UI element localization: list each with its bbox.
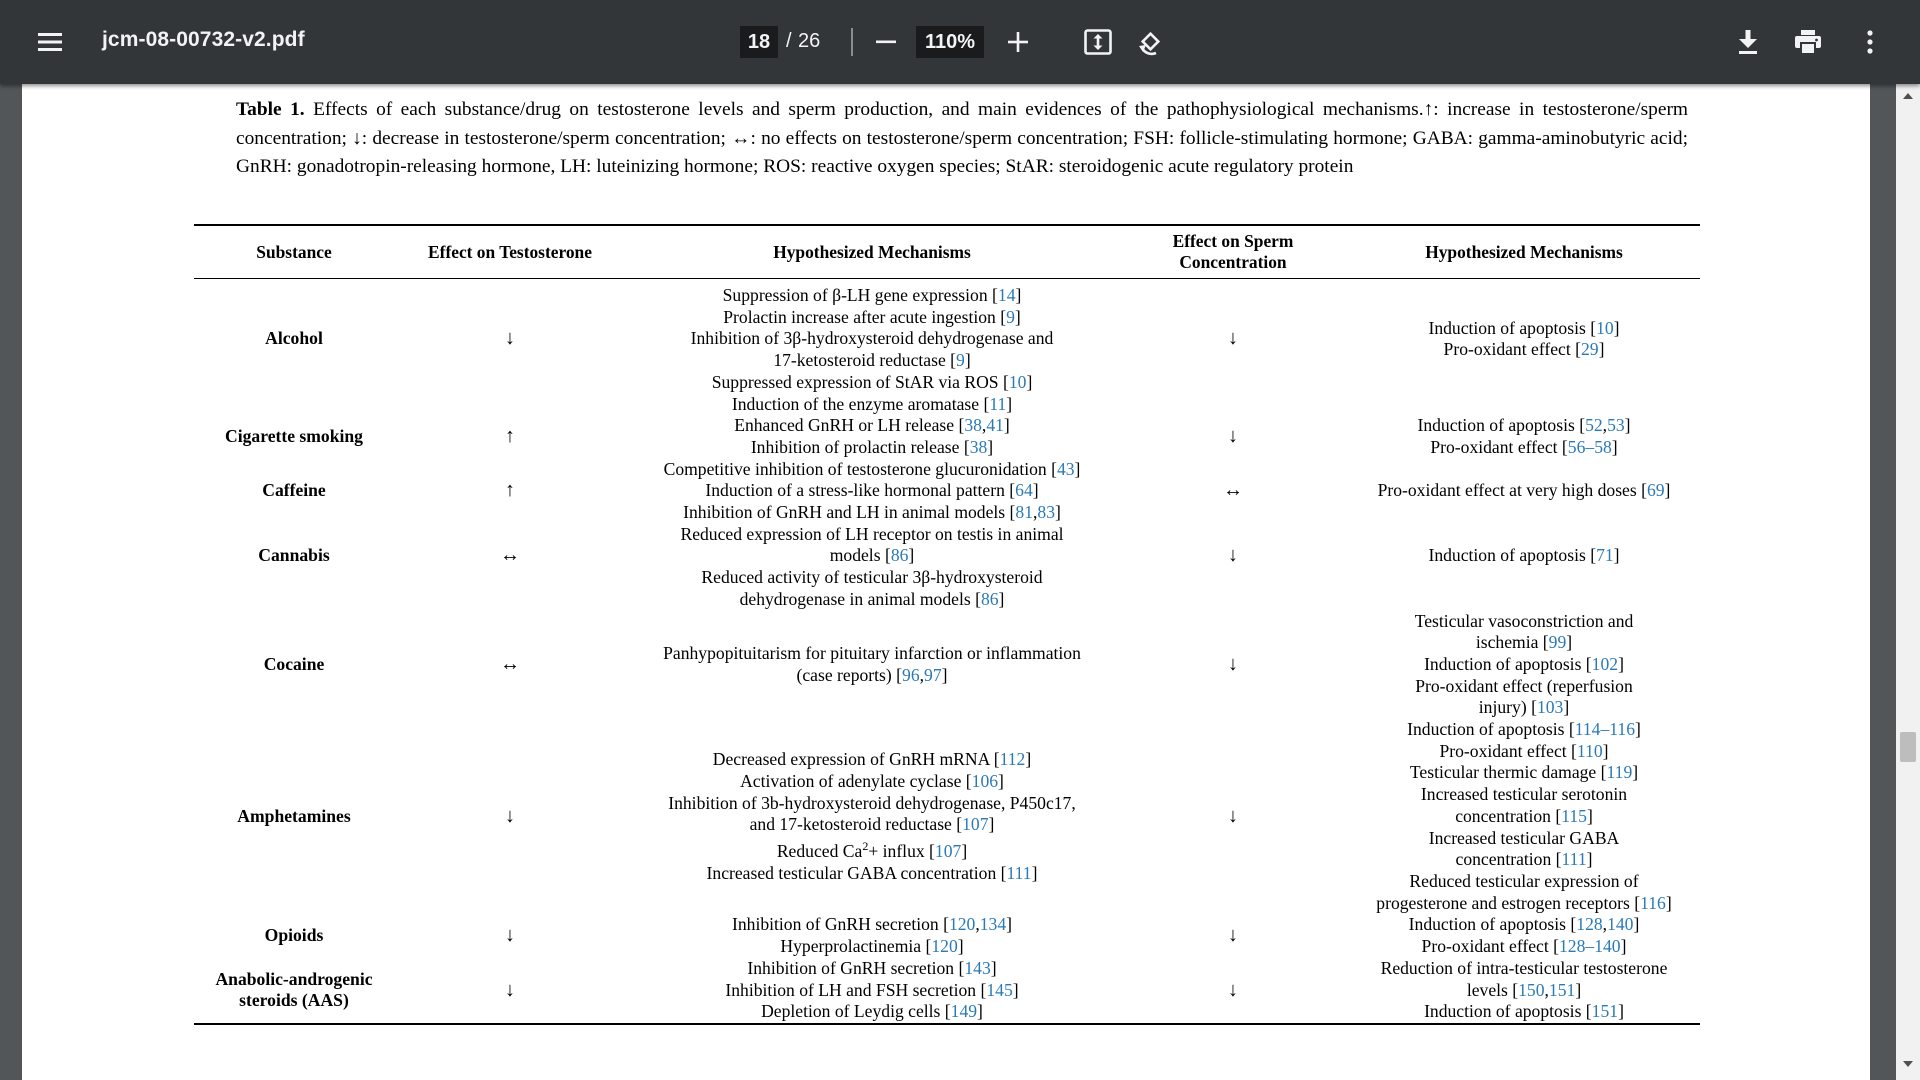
mechanism-text: injury) [ <box>1478 697 1537 718</box>
substance-cell: Amphetamines <box>237 805 351 826</box>
mechanism-text: ] <box>988 814 995 835</box>
mechanism-text: Depletion of Leydig cells [ <box>761 1001 951 1022</box>
mechanism-text: ] <box>1613 545 1620 566</box>
reference-link[interactable]: 43 <box>1056 458 1075 479</box>
mechanism-line <box>626 285 1118 307</box>
mechanism-line <box>626 665 1118 687</box>
reference-link[interactable]: 145 <box>986 979 1013 1000</box>
mechanism-text: Increased testicular serotonin <box>1420 784 1628 805</box>
rotate-button[interactable] <box>1130 22 1170 62</box>
mechanism-line <box>626 836 1118 863</box>
toolbar-divider <box>851 28 853 56</box>
testosterone-effect-cell: ↑ <box>505 425 515 448</box>
mechanism-line <box>626 394 1118 416</box>
table-row <box>194 958 1700 1024</box>
more-options-button[interactable] <box>1850 22 1890 62</box>
mechanism-text: ] <box>1563 697 1570 718</box>
zoom-out-button[interactable] <box>866 22 906 62</box>
zoom-level[interactable]: 110% <box>916 26 984 58</box>
mechanism-text: ] <box>1618 653 1624 674</box>
mechanism-text: Enhanced GnRH or LH release [ <box>734 415 965 436</box>
mechanism-text: Hyperprolactinemia [ <box>780 936 932 957</box>
sperm-mechanisms-cell <box>1348 279 1700 394</box>
mechanism-text: Suppressed expression of StAR via ROS [ <box>711 371 1009 392</box>
vertical-scrollbar[interactable] <box>1896 84 1920 1080</box>
reference-link[interactable]: 128 <box>1576 914 1603 935</box>
substance-cell: Cannabis <box>258 545 330 566</box>
mechanism-line <box>626 793 1118 815</box>
reference-link[interactable]: 86 <box>980 588 999 609</box>
testosterone-effect-cell: ↑ <box>505 479 515 502</box>
plus-icon <box>1008 32 1028 52</box>
reference-link[interactable]: 9 <box>956 350 965 371</box>
reference-link[interactable]: 103 <box>1536 697 1564 718</box>
mechanism-text: ] <box>1620 936 1627 957</box>
mechanism-line <box>1348 741 1700 763</box>
mechanism-text: , <box>981 415 987 436</box>
mechanism-text: ] <box>1624 415 1631 436</box>
mechanism-line <box>626 437 1118 459</box>
sperm-effect-cell: ↓ <box>1228 804 1238 827</box>
mechanism-line <box>626 524 1118 546</box>
mechanism-text: Pro-oxidant effect [ <box>1443 339 1581 360</box>
mechanism-line <box>1348 871 1700 893</box>
mechanism-text: Induction of apoptosis [ <box>1424 1001 1592 1022</box>
rotate-icon <box>1136 28 1164 56</box>
mechanism-text: Inhibition of 3β-hydroxysteroid dehydrogenase and <box>690 328 1054 349</box>
reference-link[interactable]: 53 <box>1607 415 1625 436</box>
mechanism-text: ] <box>1613 317 1620 338</box>
mechanism-line <box>1348 980 1700 1002</box>
mechanism-line <box>626 307 1118 329</box>
header-substance: Substance <box>256 241 332 262</box>
pdf-page <box>22 84 1870 1080</box>
mechanism-text: , <box>1602 415 1608 436</box>
mechanism-line <box>626 958 1118 980</box>
mechanism-text: ] <box>1575 979 1582 1000</box>
mechanism-text: ] <box>1665 892 1672 913</box>
mechanism-text: , <box>975 914 980 935</box>
mechanism-line <box>1348 339 1700 361</box>
mechanism-line <box>1348 318 1700 340</box>
reference-link[interactable]: 116 <box>1640 892 1666 913</box>
mechanism-text: Reduced expression of LH receptor on testis in animal <box>680 523 1064 544</box>
mechanism-line <box>626 350 1118 372</box>
mechanism-text: Increased testicular GABA <box>1428 827 1620 848</box>
mechanism-text: ] <box>998 770 1004 791</box>
mechanism-line <box>1348 762 1700 784</box>
mechanism-text: ] <box>977 1001 983 1022</box>
testosterone-effect-cell: ↔ <box>500 544 520 567</box>
reference-link[interactable]: 110 <box>1576 740 1603 761</box>
mechanism-line <box>1348 632 1700 654</box>
mechanism-text: Panhypopituitarism for pituitary infarction or inflammation <box>663 643 1081 664</box>
mechanism-text: Reduced Ca <box>776 840 863 861</box>
reference-link[interactable]: 99 <box>1548 632 1567 653</box>
mechanism-line <box>1348 697 1700 719</box>
testosterone-mechanisms-cell <box>626 611 1118 720</box>
mechanism-line <box>1348 958 1700 980</box>
mechanism-text: ] <box>908 545 915 566</box>
mechanism-line <box>626 980 1118 1002</box>
mechanism-text: Decreased expression of GnRH mRNA [ <box>712 749 1000 770</box>
testosterone-mechanisms-cell <box>626 480 1118 502</box>
mechanism-text: 17-ketosteroid reductase [ <box>773 350 957 371</box>
mechanism-line <box>626 415 1118 437</box>
substance-line: steroids (AAS) <box>239 990 349 1011</box>
mechanism-text: ] <box>1635 719 1641 740</box>
caption-label: Table 1. <box>236 99 305 120</box>
table-header-row <box>194 225 1700 279</box>
mechanism-text: ] <box>957 936 964 957</box>
mechanism-line <box>1348 893 1700 915</box>
mechanism-text: Pro-oxidant effect (reperfusion <box>1415 675 1633 696</box>
menu-icon[interactable] <box>30 22 70 62</box>
mechanism-text: Reduced activity of testicular 3β-hydroxysteroid <box>701 567 1043 588</box>
header-effect-sperm: Effect on Sperm Concentration <box>1172 231 1294 272</box>
mechanism-text: Reduction of intra-testicular testosterone <box>1380 957 1668 978</box>
mechanism-text: Induction of apoptosis [ <box>1408 914 1577 935</box>
reference-link[interactable]: 151 <box>1548 979 1576 1000</box>
mechanism-text: models [ <box>829 545 891 566</box>
zoom-in-button[interactable] <box>998 22 1038 62</box>
download-icon <box>1738 30 1758 54</box>
mechanism-text: Inhibition of GnRH secretion [ <box>747 957 965 978</box>
reference-link[interactable]: 114–116 <box>1574 719 1636 740</box>
mechanism-line <box>626 936 1118 958</box>
mechanism-text: ] <box>1602 740 1609 761</box>
mechanism-line <box>1348 719 1700 741</box>
reference-link[interactable]: 134 <box>979 914 1007 935</box>
superscript: 2 <box>862 839 869 853</box>
mechanism-text: concentration [ <box>1455 849 1562 870</box>
substance-line: Anabolic-androgenic <box>215 968 373 989</box>
mechanism-line <box>1348 480 1700 502</box>
sperm-effect-cell: ↓ <box>1228 327 1238 350</box>
reference-link[interactable]: 150 <box>1518 979 1545 1000</box>
mechanism-text: ] <box>1632 762 1639 783</box>
scroll-up-icon[interactable] <box>1902 92 1914 100</box>
mechanism-text: ] <box>1015 285 1022 305</box>
mechanism-text: Increased testicular GABA concentration [ <box>706 862 1007 883</box>
page-separator: / <box>786 30 792 52</box>
sperm-mechanisms-cell <box>1348 719 1700 914</box>
mechanism-text: Induction of a stress-like hormonal pattern [ <box>705 480 1016 501</box>
mechanism-text: ] <box>941 664 948 685</box>
mechanism-text: levels [ <box>1466 979 1519 1000</box>
mechanism-text: , <box>1602 914 1608 935</box>
mechanism-line <box>626 1001 1118 1023</box>
mechanism-line <box>626 914 1118 936</box>
reference-link[interactable]: 102 <box>1591 653 1619 674</box>
reference-link[interactable]: 115 <box>1561 805 1587 826</box>
testosterone-effect-cell: ↓ <box>505 924 515 947</box>
mechanism-line <box>626 771 1118 793</box>
mechanism-line <box>1348 784 1700 806</box>
more-vert-icon <box>1867 30 1873 54</box>
header-sperm-mechanisms: Hypothesized Mechanisms <box>1425 241 1623 262</box>
substance-cell <box>194 958 394 1024</box>
mechanism-text: Inhibition of 3b-hydroxysteroid dehydrogenase, P450c17, <box>668 792 1076 813</box>
mechanism-text: ] <box>1566 632 1573 653</box>
mechanism-text: ] <box>1014 306 1021 327</box>
sperm-effect-cell: ↓ <box>1228 544 1238 567</box>
mechanism-text: concentration [ <box>1455 805 1562 826</box>
mechanism-text: ] <box>1586 849 1593 870</box>
mechanism-line <box>626 328 1118 350</box>
mechanism-line <box>1348 849 1700 871</box>
substance-cell: Alcohol <box>265 328 323 349</box>
reference-link[interactable]: 11 <box>989 393 1007 414</box>
header-testosterone-mechanisms: Hypothesized Mechanisms <box>773 241 971 262</box>
mechanism-text: Activation of adenylate cyclase [ <box>740 770 972 791</box>
testosterone-mechanisms-cell <box>626 394 1118 481</box>
mechanism-line <box>1348 1001 1700 1023</box>
reference-link[interactable]: 97 <box>924 664 942 685</box>
mechanism-text: Inhibition of GnRH secretion [ <box>732 914 949 935</box>
testosterone-effect-cell: ↓ <box>505 327 515 350</box>
reference-link[interactable]: 69 <box>1646 480 1665 501</box>
mechanism-text: ] <box>1074 458 1081 479</box>
mechanism-text: ] <box>961 840 968 861</box>
sperm-effect-cell: ↓ <box>1228 652 1238 675</box>
mechanism-text: Induction of apoptosis [ <box>1428 317 1597 338</box>
table-container <box>194 224 1700 1025</box>
mechanism-text: ] <box>1006 393 1013 414</box>
mechanism-text: Inhibition of LH and FSH secretion [ <box>725 979 987 1000</box>
mechanism-text: Suppression of β-LH gene expression [ <box>722 285 998 305</box>
minus-icon <box>876 40 896 44</box>
mechanism-text: ] <box>1012 979 1019 1000</box>
reference-link[interactable]: 71 <box>1596 545 1614 566</box>
mechanism-text: , <box>1544 979 1549 1000</box>
reference-link[interactable]: 10 <box>1596 317 1614 338</box>
page-total: 26 <box>798 30 821 52</box>
mechanism-line <box>1348 654 1700 676</box>
mechanism-line <box>1348 545 1700 567</box>
mechanism-line <box>626 589 1118 611</box>
reference-link[interactable]: 10 <box>1008 371 1027 392</box>
scrollbar-thumb[interactable] <box>1900 732 1916 762</box>
mechanism-text: Induction of apoptosis [ <box>1407 719 1575 740</box>
mechanism-text: Inhibition of prolactin release [ <box>750 436 970 457</box>
reference-link[interactable]: 140 <box>1607 914 1634 935</box>
table-row <box>194 279 1700 394</box>
reference-link[interactable]: 111 <box>1006 862 1032 883</box>
mechanism-text: ] <box>1026 371 1033 392</box>
mechanism-text: Competitive inhibition of testosterone glucuronidation [ <box>663 458 1057 479</box>
mechanism-line <box>1348 437 1700 459</box>
table-row <box>194 480 1700 502</box>
mechanism-line <box>1348 914 1700 936</box>
reference-link[interactable]: 29 <box>1581 339 1599 360</box>
reference-link[interactable]: 38 <box>964 415 982 436</box>
reference-link[interactable]: 119 <box>1606 762 1633 783</box>
mechanism-text: ] <box>1664 480 1671 501</box>
mechanism-text: Induction of the enzyme aromatase [ <box>731 393 990 414</box>
table-row <box>194 394 1700 481</box>
reference-link[interactable]: 120 <box>931 936 958 957</box>
testosterone-effect-cell: ↓ <box>505 978 515 1001</box>
mechanism-text: Pro-oxidant effect [ <box>1421 936 1559 957</box>
table-row <box>194 611 1700 720</box>
mechanism-text: ] <box>964 350 971 371</box>
sperm-effect-cell: ↓ <box>1228 978 1238 1001</box>
mechanism-line <box>626 459 1118 481</box>
mechanism-text: Induction of apoptosis [ <box>1428 545 1597 566</box>
mechanism-line <box>1348 828 1700 850</box>
testosterone-mechanisms-cell <box>626 719 1118 914</box>
table-row <box>194 914 1700 957</box>
reference-link[interactable]: 111 <box>1561 849 1587 870</box>
mechanism-line <box>626 567 1118 589</box>
substance-cell: Caffeine <box>262 480 326 501</box>
pdf-toolbar <box>0 0 1920 84</box>
mechanism-text: Prolactin increase after acute ingestion [ <box>723 306 1007 327</box>
sperm-effect-cell: ↔ <box>1223 479 1243 502</box>
mechanism-text: Testicular vasoconstriction and <box>1414 610 1634 631</box>
mechanism-text: ] <box>1006 914 1012 935</box>
mechanism-text: ] <box>987 436 994 457</box>
pdf-viewer[interactable] <box>0 84 1896 1080</box>
mechanism-text: progesterone and estrogen receptors [ <box>1376 892 1641 913</box>
mechanism-text: Pro-oxidant effect [ <box>1439 740 1577 761</box>
mechanism-line <box>626 643 1118 665</box>
mechanism-text: and 17-ketosteroid reductase [ <box>749 814 963 835</box>
substances-table <box>194 224 1700 1025</box>
caption-text: Effects of each substance/drug on testosterone levels and sperm production, and main evidences of the pathophysiological mechanisms.↑: increase in testosterone/sperm concentration; ↓: decrease in testosterone/sperm concentration; ↔: no effects on testosterone/sperm concentration; FSH: follicle-stimulating hormone; GABA: gamma-aminobutyric acid; GnRH: gonadotropin-releasing hormone, LH: luteinizing hormone; ROS: reactive oxygen species; StAR: steroidogenic acute regulatory protein <box>236 99 1688 177</box>
sperm-mechanisms-cell <box>1348 480 1700 502</box>
mechanism-line <box>626 545 1118 567</box>
reference-link[interactable]: 106 <box>971 770 999 791</box>
testosterone-mechanisms-cell <box>626 958 1118 1024</box>
table-row <box>194 719 1700 914</box>
testosterone-effect-cell: ↓ <box>505 804 515 827</box>
fit-page-icon <box>1084 29 1112 55</box>
mechanism-line <box>626 372 1118 394</box>
mechanism-text: ] <box>1618 1001 1624 1022</box>
mechanism-line <box>1348 936 1700 958</box>
mechanism-text: ] <box>1633 914 1640 935</box>
mechanism-line <box>1348 611 1700 633</box>
mechanism-text: , <box>919 664 925 685</box>
mechanism-text: ] <box>1586 805 1593 826</box>
substance-cell: Cocaine <box>263 653 325 674</box>
reference-link[interactable]: 86 <box>890 545 909 566</box>
mechanism-text: Inhibition of GnRH and LH in animal models [ <box>683 502 1016 523</box>
sperm-mechanisms-cell <box>1348 502 1700 611</box>
mechanism-line <box>626 863 1118 885</box>
page-number-input[interactable] <box>740 26 778 58</box>
sperm-mechanisms-cell <box>1348 914 1700 957</box>
sperm-effect-cell: ↓ <box>1228 924 1238 947</box>
reference-link[interactable]: 41 <box>986 415 1004 436</box>
reference-link[interactable]: 107 <box>934 840 962 861</box>
mechanism-line <box>626 749 1118 771</box>
reference-link[interactable]: 107 <box>962 814 989 835</box>
mechanism-text: Induction of apoptosis [ <box>1417 415 1586 436</box>
mechanism-text: ] <box>990 957 997 978</box>
reference-link[interactable]: 112 <box>999 749 1026 770</box>
mechanism-text: ] <box>1003 415 1010 436</box>
reference-link[interactable]: 64 <box>1015 480 1033 501</box>
mechanism-text: dehydrogenase in animal models [ <box>739 588 981 609</box>
mechanism-text: ischemia [ <box>1475 632 1549 653</box>
reference-link[interactable]: 149 <box>950 1001 978 1022</box>
sperm-effect-cell: ↓ <box>1228 425 1238 448</box>
download-button[interactable] <box>1728 22 1768 62</box>
substance-cell: Cigarette smoking <box>225 426 363 447</box>
testosterone-mechanisms-cell <box>626 279 1118 394</box>
mechanism-text: ] <box>1031 862 1038 883</box>
print-icon <box>1795 30 1821 54</box>
reference-link[interactable]: 128–140 <box>1559 936 1621 957</box>
mechanism-text: Pro-oxidant effect [ <box>1430 436 1568 457</box>
reference-link[interactable]: 83 <box>1037 502 1055 523</box>
mechanism-text: Reduced testicular expression of <box>1409 870 1639 891</box>
mechanism-line <box>1348 806 1700 828</box>
sperm-mechanisms-cell <box>1348 611 1700 720</box>
table-caption <box>236 96 1688 182</box>
reference-link[interactable]: 9 <box>1006 306 1015 327</box>
mechanism-text: ] <box>1055 502 1061 523</box>
mechanism-text: ] <box>1598 339 1605 360</box>
reference-link[interactable]: 151 <box>1591 1001 1619 1022</box>
reference-link[interactable]: 96 <box>902 664 920 685</box>
mechanism-line <box>1348 415 1700 437</box>
mechanism-line <box>626 480 1118 502</box>
mechanism-text: , <box>1033 502 1038 523</box>
mechanism-text: (case reports) [ <box>796 664 903 685</box>
substance-cell: Opioids <box>264 925 324 946</box>
sperm-mechanisms-cell <box>1348 394 1700 481</box>
reference-link[interactable]: 120 <box>948 914 976 935</box>
mechanism-text: ] <box>998 588 1005 609</box>
testosterone-mechanisms-cell <box>626 502 1118 611</box>
mechanism-text: Pro-oxidant effect at very high doses [ <box>1377 480 1647 501</box>
mechanism-line <box>626 502 1118 524</box>
document-title: jcm-08-00732-v2.pdf <box>102 28 305 51</box>
reference-link[interactable]: 52 <box>1585 415 1603 436</box>
mechanism-text: Induction of apoptosis [ <box>1424 653 1592 674</box>
reference-link[interactable]: 14 <box>997 285 1016 305</box>
mechanism-line <box>626 814 1118 836</box>
mechanism-text: ] <box>1025 749 1032 770</box>
reference-link[interactable]: 81 <box>1015 502 1033 523</box>
mechanism-text: Testicular thermic damage [ <box>1409 762 1607 783</box>
mechanism-line <box>1348 676 1700 698</box>
reference-link[interactable]: 38 <box>969 436 988 457</box>
table-row <box>194 502 1700 611</box>
scroll-down-icon[interactable] <box>1902 1060 1914 1068</box>
mechanism-text: ] <box>1032 480 1039 501</box>
header-effect-testosterone: Effect on Testosterone <box>428 241 592 262</box>
sperm-mechanisms-cell <box>1348 958 1700 1024</box>
mechanism-text: ] <box>1611 436 1618 457</box>
testosterone-effect-cell: ↔ <box>500 652 520 675</box>
reference-link[interactable]: 143 <box>964 957 991 978</box>
print-button[interactable] <box>1788 22 1828 62</box>
fit-page-button[interactable] <box>1078 22 1118 62</box>
reference-link[interactable]: 56–58 <box>1567 436 1612 457</box>
mechanism-text: + influx [ <box>868 840 935 861</box>
testosterone-mechanisms-cell <box>626 914 1118 957</box>
